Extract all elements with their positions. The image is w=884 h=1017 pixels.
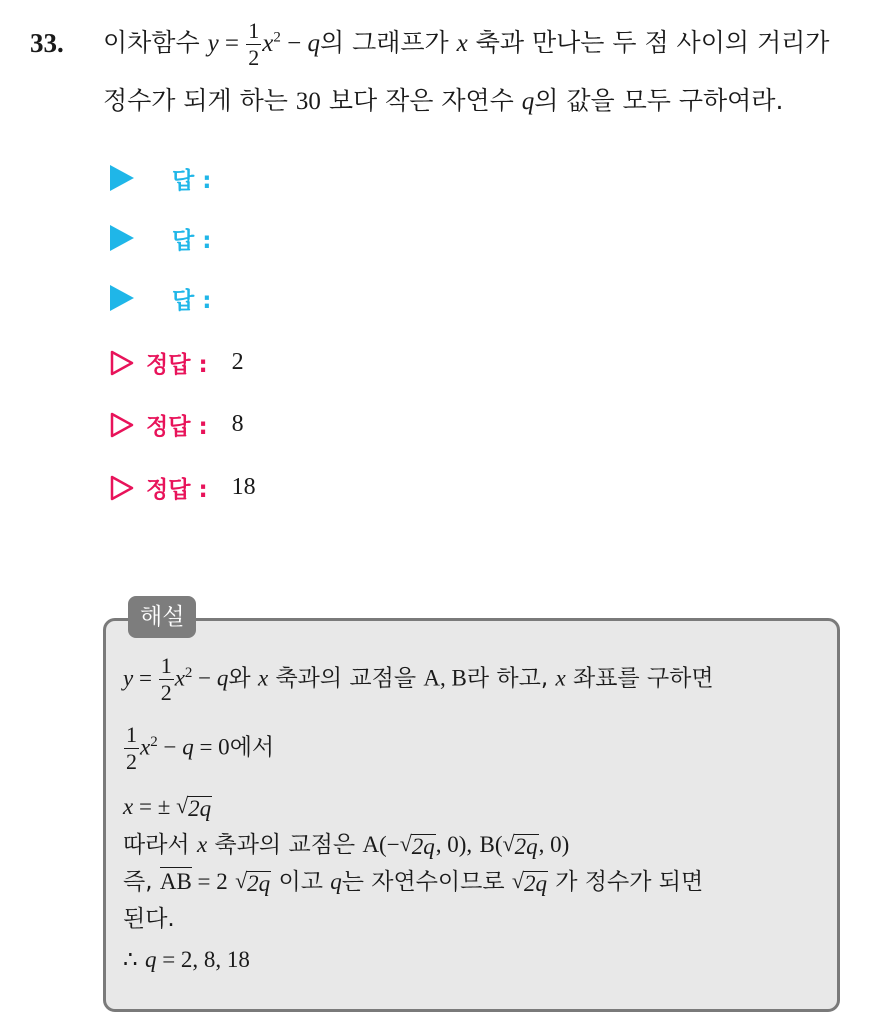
correct-answer-1: 정답 : 2 [110,342,244,382]
fraction: $\frac{1}{2}$ [248,18,260,70]
answer-blank-1[interactable]: 답 : [110,158,211,198]
sqrt: √ 2q [176,793,212,821]
question-text: 이차함수 [103,28,200,57]
solution-line-5: 즉, AB = 2 √ 2q 이고 q는 자연수이므로 √ 2q 가 정수가 되면 [123,868,704,896]
solution-tag: 해설 [128,596,196,638]
solution-line-3: x = ± √ 2q [123,793,212,821]
sqrt: √ 2q [235,868,271,896]
outline-triangle-icon [110,350,132,374]
overline-ab: AB [159,869,192,894]
answer-blank-2[interactable]: 답 : [110,218,211,258]
play-arrow-icon [110,165,134,191]
question-number: 33. [30,28,64,58]
play-arrow-icon [110,225,134,251]
correct-answer-3: 정답 : 18 [110,467,256,507]
question-line-1: 이차함수 y = $\frac{1}{2}$ $x^2 - q$의 그래프가 x 축과 만나는 두 점 사이의 거리가 [103,18,830,70]
answer-blank-3[interactable]: 답 : [110,278,211,318]
sqrt: √ 2q [502,831,538,859]
solution-line-1: y = $\frac{1}{2}$ $x^2 - q$와 x 축과의 교점을 A, B라 하고, x 좌표를 구하면 [123,653,714,705]
outline-triangle-icon [110,412,132,436]
fraction: $\frac{1}{2}$ [160,653,172,705]
therefore-symbol: ∴ [123,947,138,972]
correct-answer-2: 정답 : 8 [110,404,244,444]
play-arrow-icon [110,285,134,311]
solution-line-2: $\frac{1}{2}$ $x^2 - q = 0$에서 [126,722,275,774]
fraction: $\frac{1}{2}$ [126,722,137,774]
sqrt: √ 2q [511,868,547,896]
solution-line-4: 따라서 x 축과의 교점은 A(− √ 2q , 0), B( √ 2q , 0) [123,831,570,859]
sqrt: √ 2q [399,831,435,859]
question-line-2: 정수가 되게 하는 30 보다 작은 자연수 q의 값을 모두 구하여라. [103,86,784,115]
outline-triangle-icon [110,475,132,499]
solution-line-7: ∴ q = 2, 8, 18 [123,947,250,972]
solution-line-6: 된다. [123,906,175,932]
